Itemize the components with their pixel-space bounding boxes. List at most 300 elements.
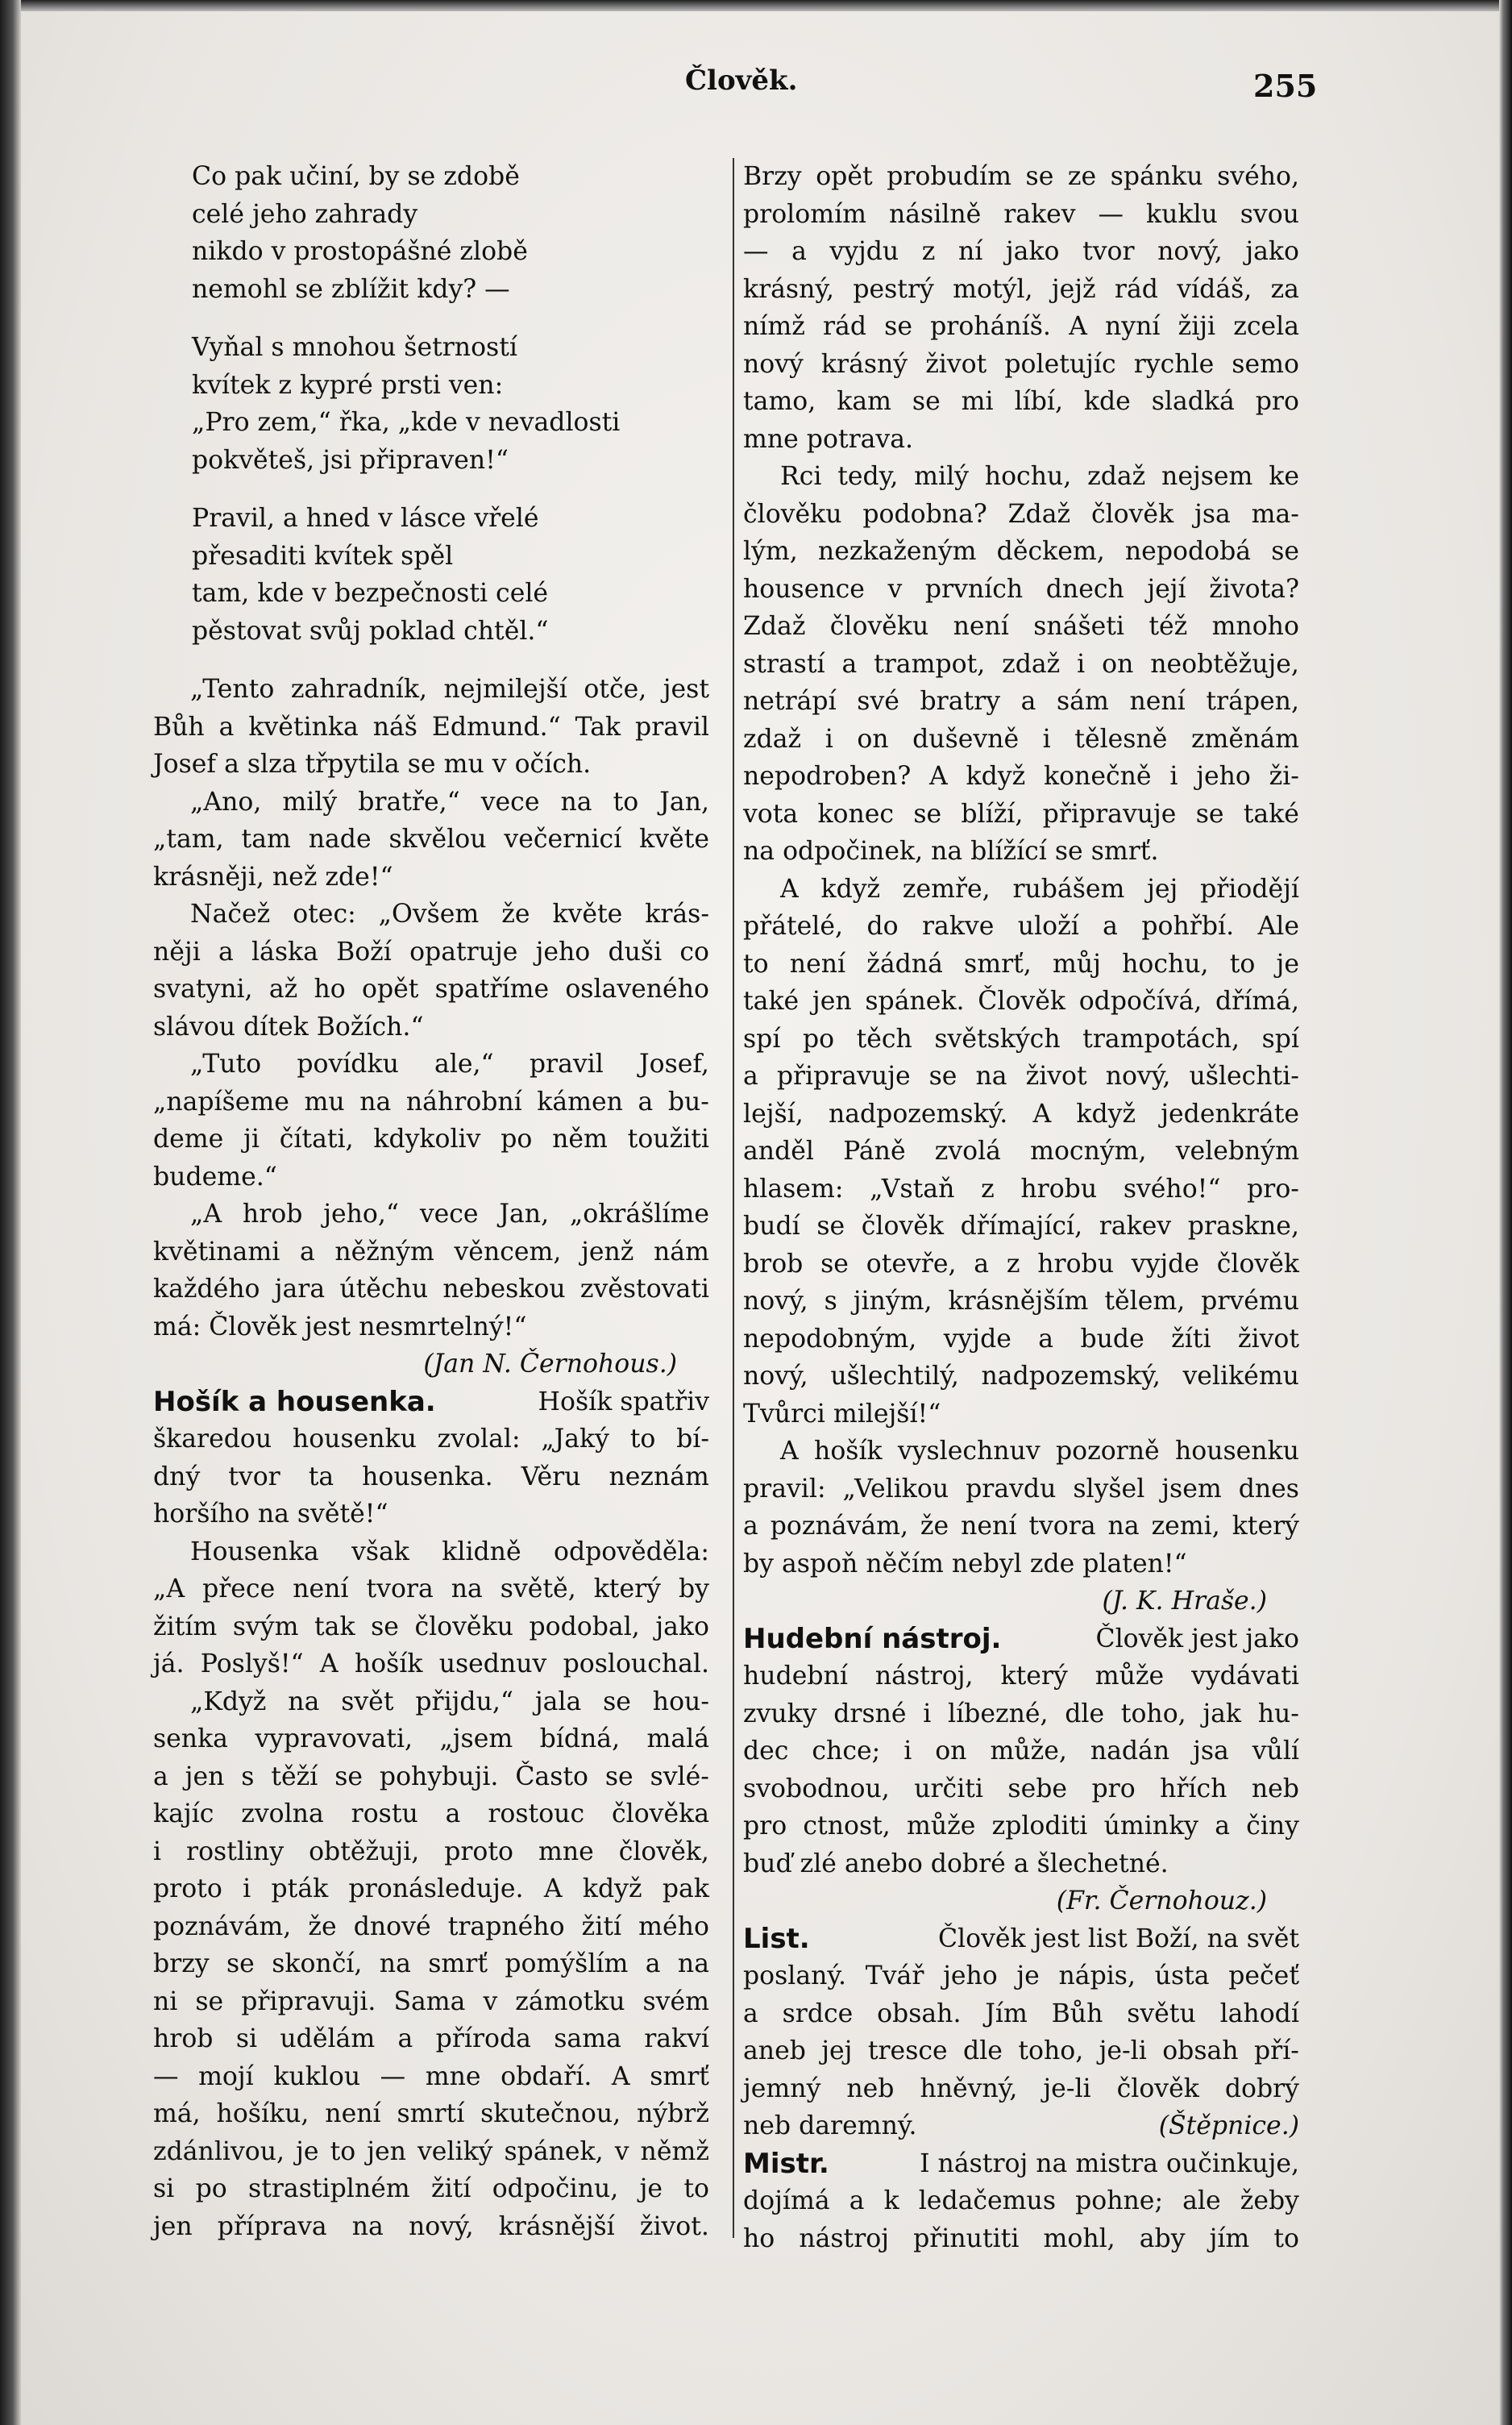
- word: rostliny: [186, 1836, 285, 1866]
- word: zámotku: [515, 1986, 625, 2016]
- word: se: [334, 1762, 363, 1791]
- word: do: [866, 912, 899, 941]
- word: to: [629, 1425, 656, 1454]
- word: Poslyš!“: [200, 1649, 304, 1678]
- word: skončí,: [272, 1949, 363, 1978]
- word: můj: [1052, 949, 1101, 979]
- word: velikému: [1182, 1362, 1299, 1391]
- text-line: [743, 1321, 1299, 1358]
- word: to: [1229, 949, 1256, 979]
- poem-line: kvítek z kypré prsti ven:: [192, 370, 504, 400]
- word: a: [397, 2024, 413, 2053]
- word: duševně: [912, 724, 1020, 754]
- text-line: [153, 971, 709, 1009]
- word: mohl,: [1043, 2223, 1115, 2253]
- word: nadán: [1090, 1737, 1170, 1766]
- word: který: [1232, 1512, 1299, 1541]
- word: hu-: [1257, 1699, 1299, 1728]
- word: náš: [372, 712, 417, 742]
- word: brzy: [153, 1949, 210, 1978]
- word: tedy,: [837, 462, 899, 491]
- word: poslaný.: [743, 1961, 847, 1990]
- word: veliký: [417, 2136, 493, 2166]
- word: pomýšlím: [505, 1949, 629, 1978]
- word: jedenkráte: [1161, 1099, 1299, 1129]
- word: trapného: [447, 1911, 565, 1941]
- word: hudební: [743, 1662, 848, 1691]
- word: hrobu: [1037, 1249, 1115, 1279]
- word: jest: [663, 675, 709, 704]
- word: opět: [361, 975, 419, 1004]
- text-line: má: Člověk jest nesmrtelný!“: [153, 1312, 527, 1341]
- text-line: [153, 1570, 709, 1608]
- word: rád: [1114, 274, 1158, 304]
- word: kámen: [537, 1087, 623, 1117]
- text-line: [743, 533, 1299, 571]
- word: hřích: [1160, 1774, 1227, 1803]
- word: dřímající,: [960, 1212, 1083, 1241]
- poem-stanza: [153, 329, 709, 479]
- word: tam: [241, 825, 291, 854]
- word: květe: [639, 825, 709, 854]
- word: bude: [1080, 1324, 1144, 1354]
- word: jeho: [1196, 762, 1251, 791]
- word: svatyni,: [153, 975, 253, 1004]
- word: to: [743, 949, 769, 979]
- section-heading: Hudební nástroj.: [743, 1622, 1002, 1655]
- word: pravil: [635, 712, 709, 742]
- word: jeho,“: [323, 1200, 399, 1229]
- scan-edge-top: [0, 0, 1512, 11]
- word: přijdu,“: [415, 1687, 513, 1716]
- word: se: [604, 1762, 633, 1791]
- text-line: [743, 458, 1299, 496]
- text-line: [153, 2058, 709, 2096]
- word: jen: [185, 1762, 225, 1791]
- word: krás-: [645, 900, 709, 929]
- text-line: [153, 1908, 709, 1946]
- word: tamo,: [743, 387, 816, 416]
- word: nadpozemský,: [981, 1362, 1161, 1391]
- word: nyní: [1104, 312, 1161, 341]
- attribution: (J. K. Hraše.): [1102, 1587, 1267, 1616]
- word: člověk: [1116, 2074, 1199, 2103]
- word: dec: [743, 1737, 789, 1766]
- word: škaredou: [153, 1425, 272, 1454]
- word: jsa: [1193, 1737, 1229, 1766]
- word: žiji: [1178, 312, 1216, 341]
- word: dojímá: [743, 2186, 830, 2215]
- text-line: [153, 784, 709, 822]
- word: za: [1270, 274, 1299, 304]
- word: Zdaž: [1007, 499, 1071, 529]
- word: A: [319, 1649, 339, 1678]
- word: že: [308, 1911, 337, 1941]
- text-line: [153, 1645, 709, 1683]
- word: jemný: [743, 2074, 821, 2103]
- word: jiným,: [853, 1287, 933, 1316]
- text-line: [153, 1720, 709, 1758]
- word: tvora: [1028, 1512, 1096, 1541]
- word: připravuje: [1042, 799, 1177, 829]
- word: toho,: [1018, 2036, 1084, 2065]
- word: se: [1271, 537, 1299, 566]
- word: je: [296, 2136, 319, 2166]
- word: kajíc: [153, 1799, 214, 1828]
- word: na: [975, 1062, 1007, 1091]
- text-line: Tvůrci milejší!“: [743, 1399, 941, 1429]
- word: ušlechti-: [1189, 1062, 1299, 1091]
- word: je: [1276, 949, 1299, 979]
- word: i: [243, 1874, 251, 1903]
- word: také: [1243, 799, 1299, 829]
- text-line: [743, 383, 1299, 421]
- text-line: [153, 1458, 709, 1496]
- attribution: (Jan N. Černohous.): [423, 1350, 677, 1379]
- word: květe: [552, 900, 623, 929]
- word: líbezné,: [948, 1699, 1049, 1728]
- text-line: [743, 1171, 1299, 1208]
- word: něžným: [334, 1237, 434, 1267]
- word: tvor: [228, 1462, 280, 1491]
- word: nadpozemský.: [828, 1099, 1008, 1129]
- word: „Velikou: [842, 1474, 949, 1504]
- word: anděl: [743, 1137, 814, 1166]
- scan-edge-right: [1499, 0, 1512, 2425]
- word: mi: [961, 387, 994, 416]
- word: na: [451, 1574, 483, 1603]
- word: usednuv: [438, 1649, 547, 1678]
- word: spí: [1261, 1024, 1299, 1054]
- word: nový,: [408, 2211, 474, 2241]
- word: tělem,: [1104, 1287, 1186, 1316]
- word: to: [1273, 2223, 1299, 2253]
- word: nový,: [743, 1362, 808, 1391]
- text-line: na odpočinek, na blížící se smrť.: [743, 837, 1159, 866]
- text-line: mne potrava.: [743, 424, 914, 454]
- word: senka: [153, 1724, 228, 1753]
- text-line: [743, 1732, 1299, 1770]
- word: až: [268, 975, 298, 1004]
- text-line: [153, 2208, 709, 2246]
- word: má,: [153, 2099, 201, 2128]
- poem-line: nikdo v prostopášné zlobě: [192, 237, 528, 266]
- word: je-li: [1099, 2036, 1147, 2065]
- word: zvuky: [743, 1699, 817, 1728]
- text-line: [743, 308, 1299, 346]
- word: když: [820, 874, 881, 904]
- word: nástroj,: [874, 1662, 974, 1691]
- text-line: [153, 1795, 709, 1833]
- word: i: [923, 1699, 932, 1728]
- word: vece: [419, 1200, 479, 1229]
- text-line: [743, 2220, 1299, 2258]
- word: z: [921, 237, 936, 266]
- word: odpočívá,: [1078, 987, 1203, 1016]
- word: jara: [274, 1275, 326, 1304]
- text-line: [743, 683, 1299, 721]
- word: svou: [1240, 199, 1299, 229]
- word: sama: [554, 2024, 621, 2053]
- word: Věru: [521, 1462, 581, 1491]
- column-divider: [733, 158, 734, 2238]
- text-line: [743, 346, 1299, 384]
- word: jen: [812, 987, 852, 1016]
- word: jak: [1203, 1699, 1242, 1728]
- word: poletujíc: [1004, 349, 1116, 379]
- word: večernicí: [504, 825, 622, 854]
- word: žitím: [153, 1612, 218, 1641]
- word: a: [1215, 1811, 1230, 1841]
- word: otče,: [584, 675, 647, 704]
- word: není: [789, 949, 846, 979]
- word: zvolá: [934, 1137, 1001, 1166]
- word: nový: [743, 349, 804, 379]
- word: otec:: [293, 900, 356, 929]
- word: vyjde: [943, 1324, 1011, 1354]
- word: skvělou: [388, 825, 487, 854]
- word: nám: [654, 1237, 709, 1267]
- word: člověk: [861, 1212, 944, 1241]
- word: dnech: [1045, 574, 1124, 604]
- poem-stanza: [153, 158, 709, 308]
- word: člověka: [611, 1799, 709, 1828]
- text-line: [153, 1983, 709, 2021]
- word: housenku: [292, 1425, 417, 1454]
- word: „A: [190, 1200, 222, 1229]
- word: něm: [552, 1125, 608, 1154]
- word: „Tuto: [190, 1050, 262, 1079]
- word: těží: [271, 1762, 318, 1791]
- word: on: [857, 724, 889, 754]
- word: a: [638, 1087, 654, 1117]
- word: a: [218, 937, 234, 967]
- word: přinutiti: [913, 2223, 1020, 2253]
- word: jsem: [1161, 1474, 1222, 1504]
- word: dobrý: [1224, 2074, 1299, 2103]
- word: a: [645, 1949, 661, 1978]
- word: děckem,: [996, 537, 1105, 566]
- word: jím: [1209, 2223, 1250, 2253]
- word: může: [906, 1811, 976, 1841]
- word: ži-: [1269, 762, 1299, 791]
- word: každého: [153, 1275, 260, 1304]
- word: Načež: [190, 900, 271, 929]
- word: lým,: [743, 537, 798, 566]
- word: svém: [642, 1986, 709, 2016]
- word: „tam,: [153, 825, 224, 854]
- word: bratře,“: [358, 787, 460, 817]
- word: hošík: [814, 1437, 883, 1466]
- word: i: [903, 1737, 912, 1766]
- word: vota: [743, 799, 799, 829]
- word: se: [603, 1687, 631, 1716]
- word: Jan,: [659, 787, 709, 817]
- left-column: [153, 158, 709, 2245]
- poem-line: pěstovat svůj poklad chtěl.“: [192, 616, 549, 646]
- word: Boží: [336, 937, 392, 967]
- word: „Ano,: [190, 787, 262, 817]
- word: ale: [1182, 2186, 1221, 2215]
- word: vypravovati,: [255, 1724, 413, 1753]
- word: nástroj: [799, 2223, 890, 2253]
- word: neb: [1251, 1774, 1299, 1803]
- section-hosik-a-housenka: [153, 1383, 709, 2246]
- word: květinka: [248, 712, 359, 742]
- word: já.: [153, 1649, 185, 1678]
- word: to: [613, 787, 639, 817]
- text-line: [743, 983, 1299, 1021]
- word: poznávám,: [770, 1512, 908, 1541]
- word: pro: [1091, 1774, 1136, 1803]
- word: není: [293, 1574, 349, 1603]
- word: ta: [308, 1462, 334, 1491]
- word: se: [884, 312, 912, 341]
- word: a: [849, 2186, 865, 2215]
- word: nápis,: [1058, 1961, 1136, 1990]
- word: A: [611, 2061, 630, 2091]
- word: z: [1006, 1249, 1020, 1279]
- word: také: [743, 987, 800, 1016]
- text-line: [743, 1807, 1299, 1845]
- word: a: [1020, 687, 1036, 716]
- word: náhrobní: [405, 1087, 522, 1117]
- text-line: [743, 1133, 1299, 1171]
- word: obdaří.: [501, 2061, 592, 2091]
- word: není: [325, 2099, 381, 2128]
- text-line: [153, 1084, 709, 1121]
- word: „Ovšem: [378, 900, 480, 929]
- word: nade: [308, 825, 372, 854]
- word: semo: [1232, 349, 1299, 379]
- text-line: [153, 934, 709, 971]
- word: vídáš,: [1177, 274, 1252, 304]
- text-line: [153, 1046, 709, 1084]
- word: v: [483, 1986, 498, 2016]
- word: rakve: [921, 912, 995, 941]
- word: by: [678, 1574, 709, 1603]
- word: Josef,: [639, 1050, 709, 1079]
- word: toho,: [1120, 1699, 1186, 1728]
- word: sám: [1057, 687, 1109, 716]
- word: krásnějším: [948, 1287, 1089, 1316]
- word: bratry: [920, 687, 1001, 716]
- word: svého!“: [1123, 1174, 1221, 1204]
- word: poznávám,: [153, 1911, 292, 1941]
- word: odpočinu,: [492, 2174, 619, 2203]
- word: jej: [821, 2036, 853, 2065]
- word: prolomím: [743, 199, 867, 229]
- word: hrob: [242, 1200, 303, 1229]
- word: „Když: [190, 1687, 267, 1716]
- running-header: Člověk.: [685, 64, 798, 97]
- word: život: [1237, 1324, 1299, 1354]
- word: velebným: [1175, 1137, 1299, 1166]
- word: —: [1098, 199, 1124, 229]
- text-line: [743, 571, 1299, 609]
- word: podobna?: [862, 499, 987, 529]
- word: pozorně: [1055, 1437, 1160, 1466]
- word: spí: [743, 1024, 781, 1054]
- word: je-li: [1043, 2074, 1091, 2103]
- word: se: [928, 1062, 957, 1091]
- word: v: [614, 2136, 629, 2166]
- text-line: [743, 1658, 1299, 1695]
- word: světu: [1127, 1999, 1196, 2028]
- text-line: [153, 1945, 709, 1983]
- word: hněvný,: [920, 2074, 1018, 2103]
- word: tělesně: [1074, 724, 1168, 754]
- word: Ale: [1257, 912, 1299, 941]
- word: ke: [1269, 462, 1299, 491]
- text-line: [153, 1271, 709, 1308]
- word: rakví: [644, 2024, 709, 2053]
- word: aneb: [743, 2036, 806, 2065]
- word: „okrášlíme: [569, 1200, 709, 1229]
- word: on: [1102, 649, 1134, 679]
- continued-text: [743, 158, 1299, 1620]
- word: člověk: [1090, 499, 1174, 529]
- word: ledačemus: [918, 2186, 1057, 2215]
- word: a: [743, 1062, 758, 1091]
- word: nejsem: [1161, 462, 1253, 491]
- word: na: [379, 1949, 411, 1978]
- word: dnové: [353, 1911, 431, 1941]
- text-line: [743, 2032, 1299, 2070]
- word: hrob: [153, 2024, 214, 2053]
- word: strastiplném: [248, 2174, 410, 2203]
- word: to: [330, 2136, 356, 2166]
- word: člověk,: [618, 1836, 709, 1866]
- word: prvních: [924, 574, 1024, 604]
- word: člověku: [829, 612, 929, 641]
- word: není: [1129, 687, 1186, 716]
- word: si: [235, 2024, 258, 2053]
- word: člověk: [1216, 1249, 1299, 1279]
- word: i: [153, 1836, 162, 1866]
- section-hudebni-nastroj: [743, 1620, 1299, 1920]
- word: obsah.: [877, 1999, 962, 2028]
- text-line: [153, 1121, 709, 1158]
- word: přece: [202, 1574, 276, 1603]
- word: ni: [153, 1986, 178, 2016]
- text-line: [153, 1533, 709, 1571]
- text-line: [743, 1283, 1299, 1321]
- word: ze: [1067, 162, 1097, 191]
- word: a: [445, 1799, 461, 1828]
- word: —: [153, 2061, 179, 2091]
- word: násilně: [888, 199, 982, 229]
- word: dle: [963, 2036, 1003, 2065]
- word: „A: [153, 1574, 185, 1603]
- word: obsah: [1162, 2036, 1239, 2065]
- word: spánek.: [865, 987, 965, 1016]
- text-line: [153, 1683, 709, 1721]
- word: „jsem: [439, 1724, 513, 1753]
- word: dnes: [1238, 1474, 1299, 1504]
- word: čítati,: [279, 1125, 354, 1154]
- word: i: [1042, 724, 1051, 754]
- poem-line: celé jeho zahrady: [192, 199, 418, 229]
- word: činy: [1246, 1811, 1299, 1841]
- word: též: [1149, 612, 1188, 641]
- word: jeho: [943, 1961, 998, 1990]
- word: pták: [271, 1874, 329, 1903]
- word: A: [929, 762, 948, 791]
- word: A: [543, 1874, 563, 1903]
- text-line: [153, 1758, 709, 1796]
- word: připravuje: [776, 1062, 911, 1091]
